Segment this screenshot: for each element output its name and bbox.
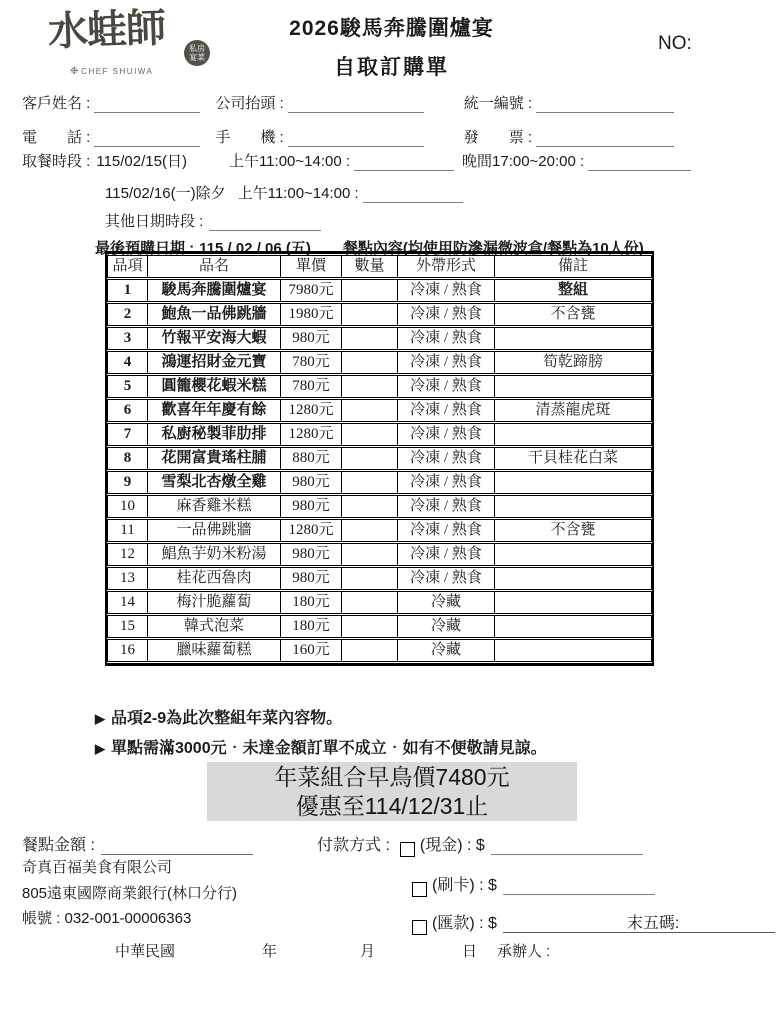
cell-no: 15: [108, 615, 148, 639]
cell-no: 5: [108, 375, 148, 399]
era-label: 中華民國: [115, 943, 176, 960]
cell-note: 不含甕: [495, 303, 652, 327]
pickup-section-label: 取餐時段 :: [22, 153, 91, 170]
cell-takeout: 冷凍 / 熟食: [398, 303, 495, 327]
cell-qty[interactable]: [342, 567, 398, 591]
cell-note: 清蒸龍虎斑: [495, 399, 652, 423]
cell-takeout: 冷凍 / 熟食: [398, 351, 495, 375]
other-date-input[interactable]: [209, 214, 321, 231]
amount-row: [22, 832, 253, 855]
event-title: 2026駿馬奔騰圍爐宴: [289, 17, 494, 40]
cell-price: 160元: [281, 639, 342, 663]
cell-note: [495, 591, 652, 615]
payment-method-label: 付款方式 :: [317, 837, 390, 854]
pickup-date-2-slot-label: 上午11:00~14:00 :: [237, 185, 359, 202]
company-title-input[interactable]: [288, 96, 424, 113]
table-row: [108, 471, 652, 495]
last5-input[interactable]: [683, 916, 775, 933]
cell-qty[interactable]: [342, 639, 398, 663]
table-row: [108, 399, 652, 423]
table-row: [108, 567, 652, 591]
cell-name: 桂花西魯肉: [148, 567, 281, 591]
cell-qty[interactable]: [342, 279, 398, 303]
cell-takeout: 冷凍 / 熟食: [398, 543, 495, 567]
deadline-label: 最後預購日期 :: [95, 240, 195, 257]
note-line-1: [95, 704, 547, 734]
pickup-slot-1-label: 上午11:00~14:00 :: [228, 153, 351, 170]
cell-note: [495, 615, 652, 639]
company-name: 奇真百福美食有限公司: [22, 859, 173, 876]
cell-price: 180元: [281, 591, 342, 615]
note-text-2: 單點需滿3000元‧未達金額訂單不成立‧如有不便敬請見諒。: [111, 740, 547, 757]
cell-no: 16: [108, 639, 148, 663]
customer-name-input[interactable]: [94, 96, 200, 113]
column-header: 外帶形式: [398, 255, 495, 279]
cell-qty[interactable]: [342, 351, 398, 375]
cell-price: 1280元: [281, 423, 342, 447]
customer-row-2: [22, 126, 674, 147]
order-number-label: NO:: [658, 33, 692, 54]
cell-name: 私廚秘製菲肋排: [148, 423, 281, 447]
cell-qty[interactable]: [342, 495, 398, 519]
cell-no: 8: [108, 447, 148, 471]
triangle-bullet-icon: ▶: [95, 711, 105, 726]
pickup-line-2: [105, 182, 463, 203]
cell-note: 不含甕: [495, 519, 652, 543]
cell-name: 一品佛跳牆: [148, 519, 281, 543]
column-header: 品項: [108, 255, 148, 279]
table-row: [108, 639, 652, 663]
cell-no: 4: [108, 351, 148, 375]
card-checkbox[interactable]: [412, 882, 427, 897]
cell-no: 13: [108, 567, 148, 591]
cell-name: 鮑魚一品佛跳牆: [148, 303, 281, 327]
cell-takeout: 冷凍 / 熟食: [398, 375, 495, 399]
cell-note: [495, 567, 652, 591]
cell-price: 780元: [281, 375, 342, 399]
table-row: [108, 423, 652, 447]
note-text-1: 品項2-9為此次整組年菜內容物。: [111, 710, 343, 727]
notes-block: [95, 704, 547, 764]
pickup-slot-1-input[interactable]: [354, 154, 454, 171]
transfer-checkbox[interactable]: [412, 920, 427, 935]
cell-price: 1280元: [281, 519, 342, 543]
table-row: [108, 543, 652, 567]
cell-takeout: 冷凍 / 熟食: [398, 495, 495, 519]
cell-price: 980元: [281, 495, 342, 519]
cell-price: 180元: [281, 615, 342, 639]
year-label: 年: [262, 943, 278, 960]
customer-row-1: [22, 92, 674, 113]
promo-line-1: 年菜組合早鳥價7480元: [274, 764, 510, 790]
cell-note: [495, 327, 652, 351]
cell-name: 麻香雞米糕: [148, 495, 281, 519]
cell-price: 880元: [281, 447, 342, 471]
cell-no: 2: [108, 303, 148, 327]
pickup-date-1: 115/02/15(日): [96, 153, 187, 170]
column-header: 數量: [342, 255, 398, 279]
cell-note: [495, 495, 652, 519]
promo-banner: [207, 762, 577, 821]
cell-note: 整組: [495, 279, 652, 303]
deadline-value: 115 / 02 / 06 (五): [199, 240, 311, 257]
table-row: [108, 303, 652, 327]
cell-note: [495, 375, 652, 399]
transfer-label: (匯款) : $: [432, 915, 497, 932]
cell-qty[interactable]: [342, 615, 398, 639]
cell-takeout: 冷凍 / 熟食: [398, 471, 495, 495]
cell-price: 1980元: [281, 303, 342, 327]
column-header: 單價: [281, 255, 342, 279]
company-account: 帳號 : 032-001-00006363: [22, 910, 192, 927]
cell-takeout: 冷凍 / 熟食: [398, 447, 495, 471]
cell-name: 臘味蘿蔔糕: [148, 639, 281, 663]
cell-qty[interactable]: [342, 543, 398, 567]
column-header: 品名: [148, 255, 281, 279]
payment-method-row-transfer: [412, 910, 775, 933]
cell-name: 歡喜年年慶有餘: [148, 399, 281, 423]
last5-label: 末五碼:: [623, 910, 683, 933]
payment-method-row-card: [412, 872, 655, 895]
pickup-date-2-slot-input[interactable]: [363, 186, 463, 203]
card-amount-input[interactable]: [503, 878, 655, 895]
table-row: [108, 591, 652, 615]
brand-name: 水蛙師: [47, 5, 166, 55]
cell-name: 竹報平安海大蝦: [148, 327, 281, 351]
cell-price: 7980元: [281, 279, 342, 303]
cell-takeout: 冷凍 / 熟食: [398, 279, 495, 303]
cell-qty[interactable]: [342, 519, 398, 543]
cell-qty[interactable]: [342, 327, 398, 351]
cell-takeout: 冷藏: [398, 615, 495, 639]
transfer-amount-input[interactable]: [503, 916, 623, 933]
cell-note: [495, 639, 652, 663]
cell-no: 12: [108, 543, 148, 567]
cell-name: 圓籠櫻花蝦米糕: [148, 375, 281, 399]
cell-price: 980元: [281, 567, 342, 591]
promo-line-2: 優惠至114/12/31止: [295, 793, 489, 819]
cell-qty[interactable]: [342, 471, 398, 495]
phone-input[interactable]: [94, 130, 200, 147]
cell-no: 3: [108, 327, 148, 351]
invoice-label: 發 票 :: [463, 129, 533, 146]
cell-price: 980元: [281, 327, 342, 351]
table-row: [108, 447, 652, 471]
other-date-label: 其他日期時段 :: [105, 213, 204, 230]
pickup-slot-2-label: 晚間17:00~20:00 :: [462, 153, 585, 170]
company-title-label: 公司抬頭 :: [215, 95, 284, 112]
cell-note: [495, 543, 652, 567]
cell-no: 1: [108, 279, 148, 303]
table-row: [108, 375, 652, 399]
table-row: [108, 327, 652, 351]
amount-input[interactable]: [101, 838, 253, 855]
cell-takeout: 冷藏: [398, 591, 495, 615]
table-row: [108, 351, 652, 375]
cell-qty[interactable]: [342, 399, 398, 423]
cell-price: 980元: [281, 471, 342, 495]
invoice-input[interactable]: [536, 130, 674, 147]
cell-name: 花開富貴瑤柱脯: [148, 447, 281, 471]
table-row: [108, 279, 652, 303]
menu-table-body: [108, 279, 652, 663]
cell-qty[interactable]: [342, 303, 398, 327]
company-bank: 805遠東國際商業銀行(林口分行): [22, 885, 238, 902]
cell-price: 980元: [281, 543, 342, 567]
cell-note: [495, 423, 652, 447]
cell-no: 10: [108, 495, 148, 519]
cell-no: 6: [108, 399, 148, 423]
triangle-bullet-icon: ▶: [95, 741, 105, 756]
cash-checkbox[interactable]: [400, 842, 415, 857]
cell-note: 干貝桂花白菜: [495, 447, 652, 471]
handler-label: 承辦人 :: [497, 943, 551, 960]
pickup-line-1: [22, 150, 691, 171]
mobile-input[interactable]: [288, 130, 424, 147]
menu-table-head-row: [108, 255, 652, 279]
mobile-label: 手 機 :: [215, 129, 284, 146]
cell-price: 780元: [281, 351, 342, 375]
pickup-line-3: [105, 210, 321, 231]
cell-no: 9: [108, 471, 148, 495]
cell-note: 筍乾蹄膀: [495, 351, 652, 375]
cell-note: [495, 471, 652, 495]
table-row: [108, 615, 652, 639]
cell-takeout: 冷凍 / 熟食: [398, 327, 495, 351]
brand-seal: 私房宴菜: [184, 40, 210, 66]
cell-qty[interactable]: [342, 591, 398, 615]
menu-table: [107, 253, 652, 664]
customer-name-label: 客戶姓名 :: [22, 95, 91, 112]
payment-method-row-cash: [317, 832, 643, 855]
cell-takeout: 冷凍 / 熟食: [398, 567, 495, 591]
phone-label: 電 話 :: [22, 129, 91, 146]
page-title: 自取訂購單: [334, 56, 449, 79]
cell-name: 雪梨北杏燉全雞: [148, 471, 281, 495]
day-label: 日: [462, 943, 478, 960]
cell-name: 鯧魚芋奶米粉湯: [148, 543, 281, 567]
tax-id-input[interactable]: [536, 96, 674, 113]
amount-label: 餐點金額 :: [22, 837, 95, 854]
cell-takeout: 冷凍 / 熟食: [398, 399, 495, 423]
cell-name: 鴻運招財金元寶: [148, 351, 281, 375]
table-row: [108, 495, 652, 519]
cell-price: 1280元: [281, 399, 342, 423]
cash-amount-input[interactable]: [491, 838, 643, 855]
pickup-date-2: 115/02/16(一)除夕: [105, 185, 226, 202]
cell-no: 14: [108, 591, 148, 615]
cell-qty[interactable]: [342, 447, 398, 471]
cell-takeout: 冷凍 / 熟食: [398, 423, 495, 447]
cell-no: 7: [108, 423, 148, 447]
tax-id-label: 統一編號 :: [463, 95, 533, 112]
cash-label: (現金) : $: [419, 837, 485, 854]
brand-subtitle: CHEF SHUIWA: [81, 67, 154, 76]
cell-name: 駿馬奔騰圍爐宴: [148, 279, 281, 303]
cell-qty[interactable]: [342, 423, 398, 447]
pickup-slot-2-input[interactable]: [588, 154, 691, 171]
content-note: 餐點內容(均使用防滲漏微波盒/餐點為10人份): [342, 240, 644, 257]
card-label: (刷卡) : $: [432, 877, 497, 894]
column-header: 備註: [495, 255, 652, 279]
cell-no: 11: [108, 519, 148, 543]
cell-qty[interactable]: [342, 375, 398, 399]
splash-icon: ❉: [70, 66, 82, 77]
month-label: 月: [360, 943, 376, 960]
table-row: [108, 519, 652, 543]
cell-takeout: 冷凍 / 熟食: [398, 519, 495, 543]
cell-takeout: 冷藏: [398, 639, 495, 663]
cell-name: 梅汁脆蘿蔔: [148, 591, 281, 615]
cell-name: 韓式泡菜: [148, 615, 281, 639]
note-line-2: [95, 734, 547, 764]
